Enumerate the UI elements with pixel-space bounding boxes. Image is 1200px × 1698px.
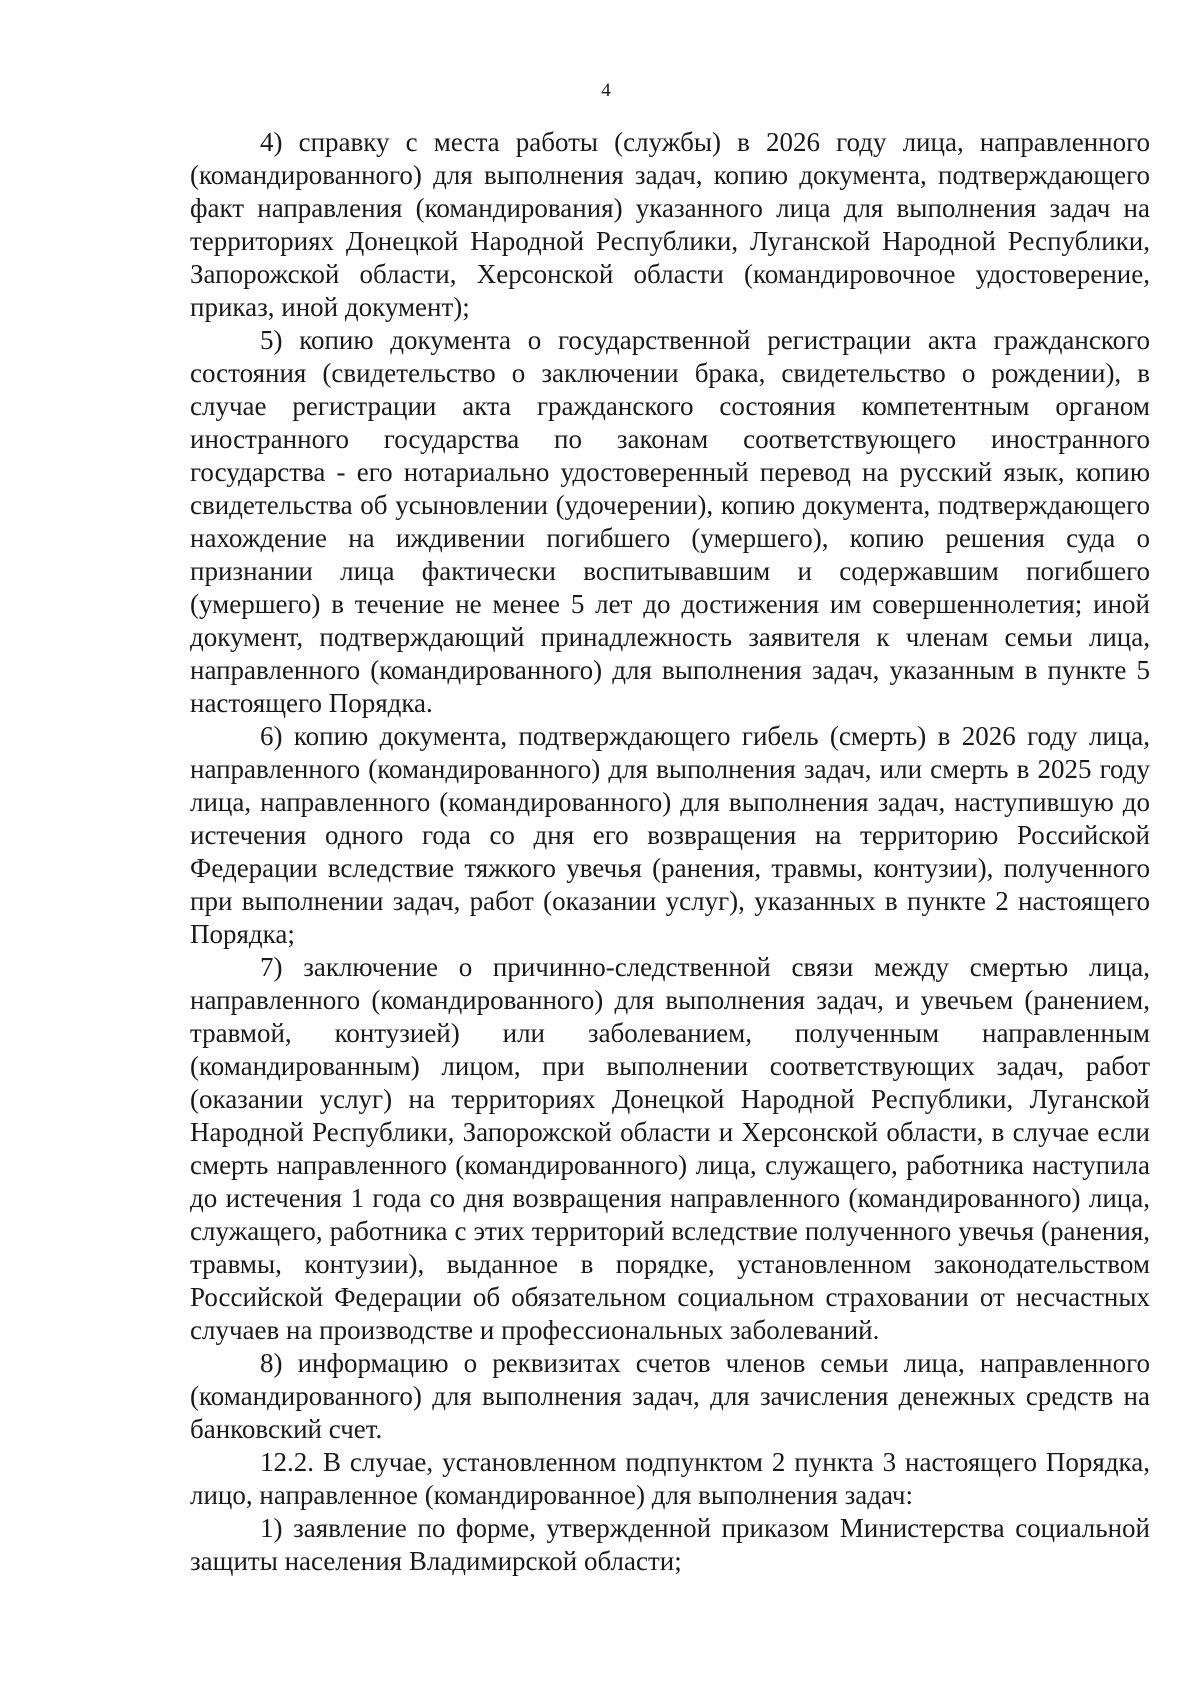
paragraph-item-4: 4) справку с места работы (службы) в 2026 году лица, направленного (командированного) для выполнения задач, копию документа, подтверждающего факт направления (командирования) указанного лица для выполнения задач на территориях Донецкой Народной Республики, Луганской Народной Республики, Запорожской области, Херсонской области (командировочное удостоверение, приказ, иной документ); (190, 127, 1150, 322)
paragraph-item-8: 8) информацию о реквизитах счетов членов семьи лица, направленного (командированного) для выполнения задач, для зачисления денежных средств на банковский счет. (190, 1348, 1150, 1444)
paragraph-item-6: 6) копию документа, подтверждающего гибель (смерть) в 2026 году лица, направленного (командированного) для выполнения задач, или смерть в 2025 году лица, направленного (командированного) для выполнения задач, наступившую до истечения одного года со дня его возвращения на территорию Российской Федерации вследствие тяжкого увечья (ранения, травмы, контузии), полученного при выполнении задач, работ (оказании услуг), указанных в пункте 2 настоящего Порядка; (190, 721, 1150, 949)
document-body (190, 126, 1150, 1578)
paragraph-section-12-2: 12.2. В случае, установленном подпунктом 2 пункта 3 настоящего Порядка, лицо, направленное (командированное) для выполнения задач: (190, 1447, 1150, 1510)
paragraph-item-5: 5) копию документа о государственной регистрации акта гражданского состояния (свидетельство о заключении брака, свидетельство о рождении), в случае регистрации акта гражданского состояния компетентным органом иностранного государства по законам соответствующего иностранного государства - его нотариально удостоверенный перевод на русский язык, копию свидетельства об усыновлении (удочерении), копию документа, подтверждающего нахождение на иждивении погибшего (умершего), копию решения суда о признании лица фактически воспитывавшим и содержавшим погибшего (умершего) в течение не менее 5 лет до достижения им совершеннолетия; иной документ, подтверждающий принадлежность заявителя к членам семьи лица, направленного (командированного) для выполнения задач, указанным в пункте 5 настоящего Порядка. (190, 325, 1150, 718)
paragraph-item-1: 1) заявление по форме, утвержденной приказом Министерства социальной защиты населения Владимирской области; (190, 1513, 1150, 1576)
paragraph-item-7: 7) заключение о причинно-следственной связи между смертью лица, направленного (командированного) для выполнения задач, и увечьем (ранением, травмой, контузией) или заболеванием, полученным направленным (командированным) лицом, при выполнении соответствующих задач, работ (оказании услуг) на территориях Донецкой Народной Республики, Луганской Народной Республики, Запорожской области и Херсонской области, в случае если смерть направленного (командированного) лица, служащего, работника наступила до истечения 1 года со дня возвращения направленного (командированного) лица, служащего, работника с этих территорий вследствие полученного увечья (ранения, травмы, контузии), выданное в порядке, установленном законодательством Российской Федерации об обязательном социальном страховании от несчастных случаев на производстве и профессиональных заболеваний. (190, 952, 1150, 1345)
page-number: 4 (601, 80, 611, 101)
